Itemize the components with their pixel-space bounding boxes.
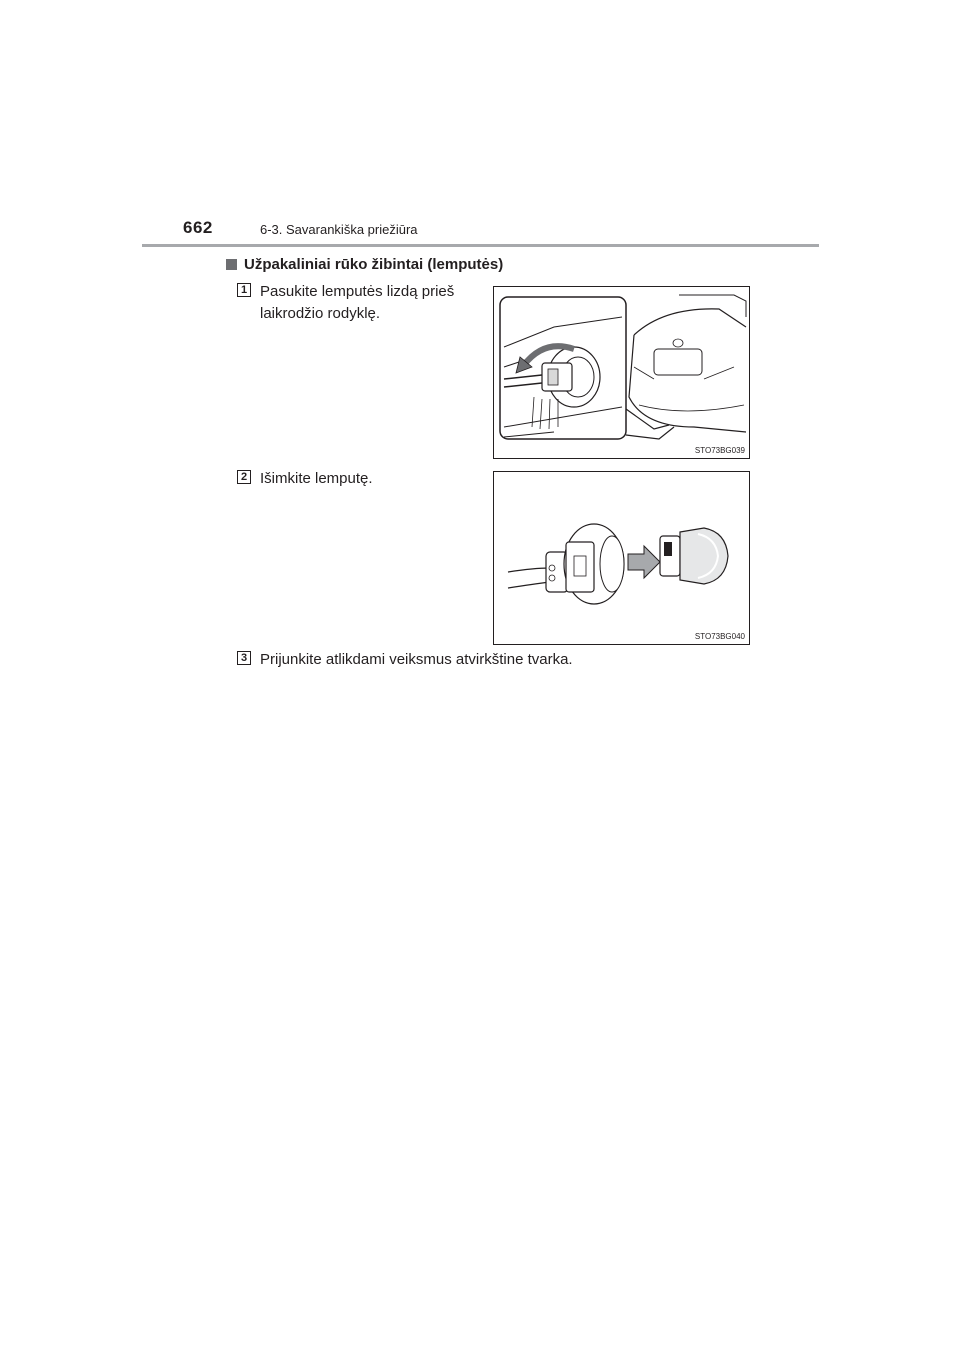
step-text-1-line2: laikrodžio rodyklę.	[260, 305, 381, 322]
step-number-2: 2	[237, 470, 251, 484]
step-number-1: 1	[237, 283, 251, 297]
figure-1-code: STO73BG039	[694, 446, 745, 455]
bulb-removal-illustration	[494, 472, 749, 644]
step-number-3: 3	[237, 651, 251, 665]
figure-2-remove-bulb	[493, 471, 750, 645]
section-title-text: Užpakaliniai rūko žibintai (lemputės)	[244, 256, 504, 273]
section-title	[226, 256, 503, 273]
step-text-3: Prijunkite atlikdami veiksmus atvirkštine tvarka.	[260, 651, 573, 668]
chapter-title: 6-3. Savarankiška priežiūra	[260, 222, 418, 237]
bulb-socket-rotate-illustration	[494, 287, 749, 458]
page-number: 662	[183, 218, 213, 237]
step-text-2: Išimkite lemputę.	[260, 470, 373, 487]
figure-1-rotate-socket	[493, 286, 750, 459]
figure-2-code: STO73BG040	[694, 632, 745, 641]
step-text-1-line1: Pasukite lemputės lizdą prieš	[260, 283, 455, 300]
square-bullet-icon	[226, 259, 237, 270]
header-rule	[142, 244, 819, 247]
step-text-1	[260, 281, 454, 325]
